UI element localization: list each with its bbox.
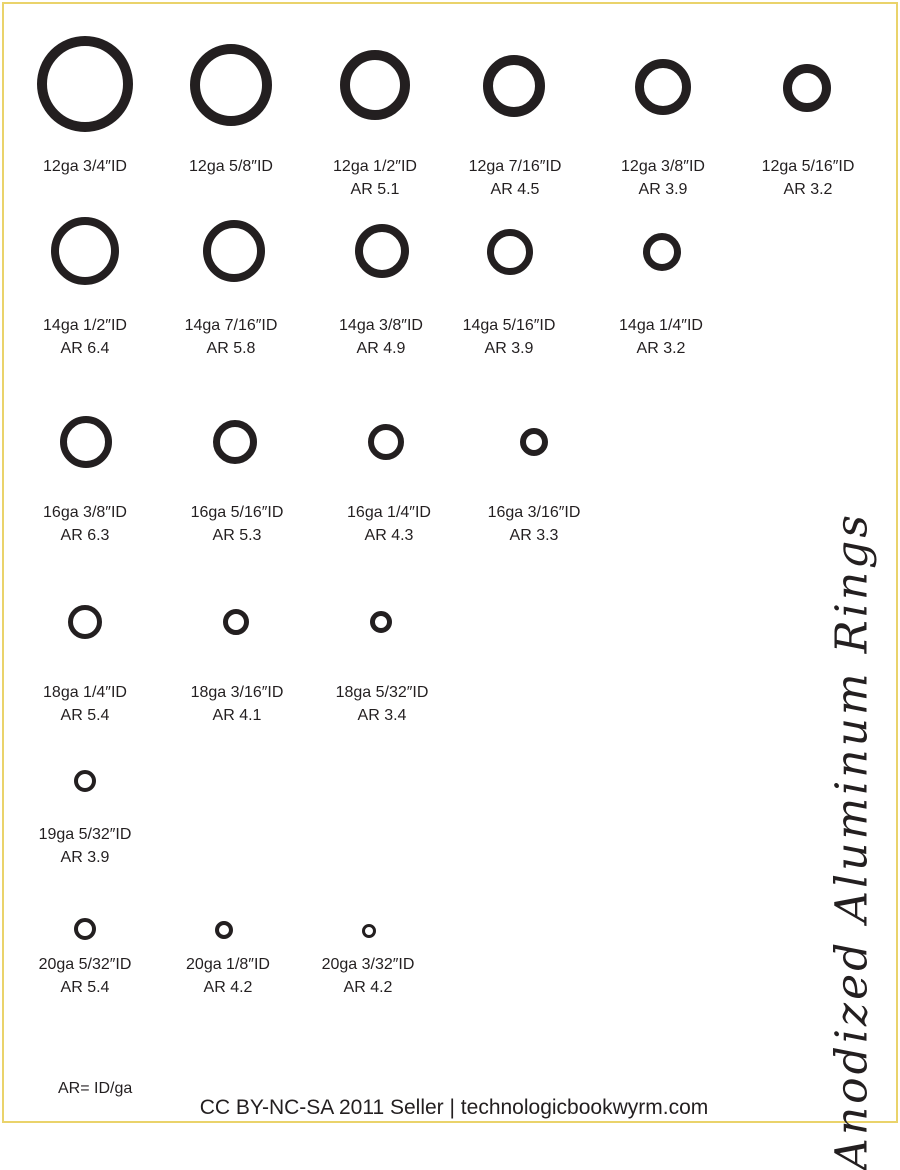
ring-16ga-3-16 bbox=[520, 428, 548, 456]
gauge-id-text: 14ga 3/8″ID bbox=[339, 317, 423, 334]
ring-label bbox=[10, 953, 160, 999]
ring-label bbox=[162, 681, 312, 727]
ring-12ga-1-2 bbox=[340, 50, 410, 120]
aspect-ratio-text: AR 4.2 bbox=[343, 979, 393, 996]
aspect-ratio-text: AR 3.9 bbox=[60, 849, 110, 866]
ring-label bbox=[314, 501, 464, 547]
ring-label bbox=[733, 155, 883, 201]
ar-legend: AR= ID/ga bbox=[58, 1080, 133, 1097]
ring-20ga-5-32 bbox=[74, 918, 96, 940]
aspect-ratio-text: AR 4.3 bbox=[364, 527, 414, 544]
gauge-id-text: 14ga 1/4″ID bbox=[619, 317, 703, 334]
gauge-id-text: 12ga 1/2″ID bbox=[333, 158, 417, 175]
ring-20ga-1-8 bbox=[215, 921, 233, 939]
gauge-id-text: 14ga 7/16″ID bbox=[184, 317, 278, 334]
ring-label bbox=[586, 314, 736, 360]
ring-20ga-3-32 bbox=[362, 924, 376, 938]
ring-12ga-5-8 bbox=[190, 44, 272, 126]
aspect-ratio-text: AR 3.3 bbox=[509, 527, 559, 544]
ring-label bbox=[153, 953, 303, 999]
gauge-id-text: 12ga 5/8″ID bbox=[189, 158, 273, 175]
ring-18ga-5-32 bbox=[370, 611, 392, 633]
gauge-id-text: 20ga 3/32″ID bbox=[321, 956, 415, 973]
gauge-id-text: 16ga 5/16″ID bbox=[190, 504, 284, 521]
ring-label bbox=[10, 314, 160, 360]
aspect-ratio-text: AR 5.3 bbox=[212, 527, 262, 544]
ring-label bbox=[162, 501, 312, 547]
ring-label bbox=[459, 501, 609, 547]
ring-12ga-3-8 bbox=[635, 59, 691, 115]
gauge-id-text: 16ga 3/16″ID bbox=[487, 504, 581, 521]
gauge-id-text: 14ga 1/2″ID bbox=[43, 317, 127, 334]
gauge-id-text: 14ga 5/16″ID bbox=[462, 317, 556, 334]
ring-label bbox=[10, 823, 160, 869]
aspect-ratio-text: AR 6.3 bbox=[60, 527, 110, 544]
ring-16ga-1-4 bbox=[368, 424, 404, 460]
aspect-ratio-text: AR 3.9 bbox=[638, 181, 688, 198]
gauge-id-text: 12ga 7/16″ID bbox=[468, 158, 562, 175]
ring-label bbox=[156, 314, 306, 360]
ring-label bbox=[307, 681, 457, 727]
ring-label bbox=[156, 155, 306, 178]
ring-label bbox=[293, 953, 443, 999]
ring-16ga-3-8 bbox=[60, 416, 112, 468]
ring-12ga-5-16 bbox=[783, 64, 831, 112]
ring-label bbox=[434, 314, 584, 360]
ring-18ga-1-4 bbox=[68, 605, 102, 639]
gauge-id-text: 19ga 5/32″ID bbox=[38, 826, 132, 843]
aspect-ratio-text: AR 4.9 bbox=[356, 340, 406, 357]
aspect-ratio-text: AR 3.9 bbox=[484, 340, 534, 357]
aspect-ratio-text: AR 3.4 bbox=[357, 707, 407, 724]
ring-label bbox=[10, 501, 160, 547]
ring-14ga-1-4 bbox=[643, 233, 681, 271]
page-title: Anodized Aluminum Rings bbox=[826, 512, 878, 1170]
gauge-id-text: 12ga 5/16″ID bbox=[761, 158, 855, 175]
ring-19ga-5-32 bbox=[74, 770, 96, 792]
gauge-id-text: 12ga 3/8″ID bbox=[621, 158, 705, 175]
gauge-id-text: 20ga 1/8″ID bbox=[186, 956, 270, 973]
ring-14ga-3-8 bbox=[355, 224, 409, 278]
aspect-ratio-text: AR 3.2 bbox=[636, 340, 686, 357]
ring-16ga-5-16 bbox=[213, 420, 257, 464]
ring-12ga-3-4 bbox=[37, 36, 133, 132]
ring-label bbox=[440, 155, 590, 201]
aspect-ratio-text: AR 6.4 bbox=[60, 340, 110, 357]
ring-label bbox=[588, 155, 738, 201]
ring-label bbox=[300, 155, 450, 201]
aspect-ratio-text: AR 5.4 bbox=[60, 707, 110, 724]
gauge-id-text: 18ga 3/16″ID bbox=[190, 684, 284, 701]
ring-18ga-3-16 bbox=[223, 609, 249, 635]
aspect-ratio-text: AR 5.4 bbox=[60, 979, 110, 996]
aspect-ratio-text: AR 5.1 bbox=[350, 181, 400, 198]
aspect-ratio-text: AR 5.8 bbox=[206, 340, 256, 357]
aspect-ratio-text: AR 4.5 bbox=[490, 181, 540, 198]
gauge-id-text: 18ga 1/4″ID bbox=[43, 684, 127, 701]
gauge-id-text: 16ga 3/8″ID bbox=[43, 504, 127, 521]
gauge-id-text: 20ga 5/32″ID bbox=[38, 956, 132, 973]
ring-label bbox=[10, 155, 160, 178]
gauge-id-text: 12ga 3/4″ID bbox=[43, 158, 127, 175]
aspect-ratio-text: AR 4.1 bbox=[212, 707, 262, 724]
ring-label bbox=[10, 681, 160, 727]
aspect-ratio-text: AR 4.2 bbox=[203, 979, 253, 996]
ring-14ga-1-2 bbox=[51, 217, 119, 285]
gauge-id-text: 18ga 5/32″ID bbox=[335, 684, 429, 701]
ring-14ga-7-16 bbox=[203, 220, 265, 282]
license-footer: CC BY-NC-SA 2011 Seller | technologicbookwyrm.com bbox=[199, 1096, 709, 1119]
ring-12ga-7-16 bbox=[483, 55, 545, 117]
ring-14ga-5-16 bbox=[487, 229, 533, 275]
gauge-id-text: 16ga 1/4″ID bbox=[347, 504, 431, 521]
aspect-ratio-text: AR 3.2 bbox=[783, 181, 833, 198]
chart-page bbox=[2, 2, 898, 1170]
